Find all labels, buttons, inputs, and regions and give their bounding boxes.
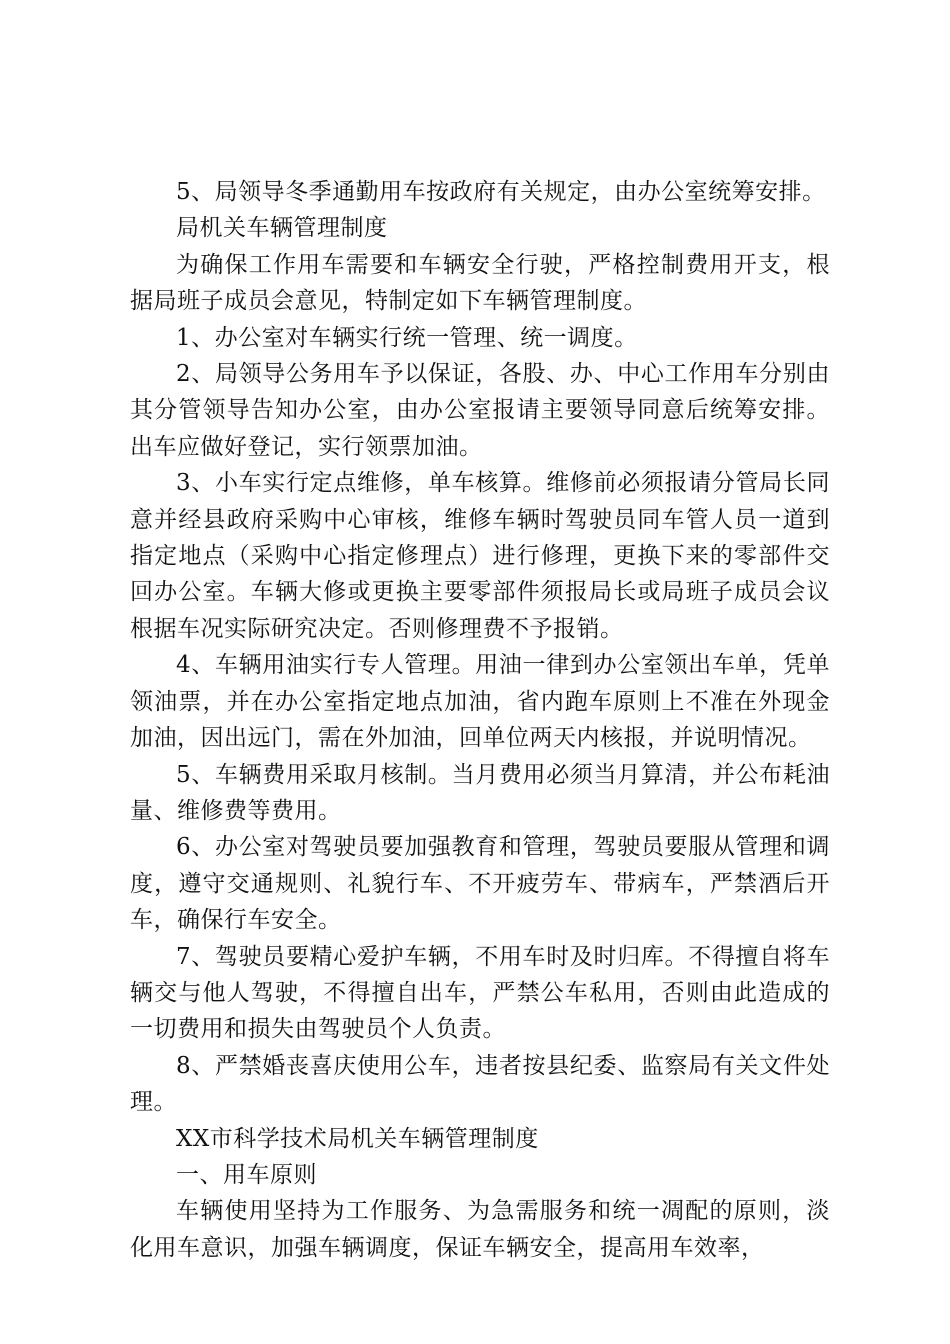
rule-item-4: 4、车辆用油实行专人管理。用油一律到办公室领出车单，凭单领油票，并在办公室指定地点加油，省内跑车原则上不准在外现金加油，因出远门，需在外加油，回单位两天内核报，并说明情况。: [130, 652, 830, 752]
paragraph-intro: 为确保工作用车需要和车辆安全行驶，严格控制费用开支，根据局班子成员会意见，特制定如下车辆管理制度。: [130, 251, 830, 315]
rule-item-5: 5、车辆费用采取月核制。当月费用必须当月算清，并公布耗油量、维修费等费用。: [130, 761, 830, 824]
paragraph-winter-commute: 5、局领导冬季通勤用车按政府有关规定，由办公室统筹安排。: [176, 179, 826, 205]
rule-item-6: 6、办公室对驾驶员要加强教育和管理，驾驶员要服从管理和调度，遵守交通规则、礼貌行车、不开疲劳车、带病车，严禁酒后开车，确保行车安全。: [130, 834, 830, 934]
paragraph-usage-principles: 车辆使用坚持为工作服务、为急需服务和统一凋配的原则，淡化用车意识，加强车辆调度，保证车辆安全，提高用车效率，: [130, 1198, 830, 1261]
rule-item-1: 1、办公室对车辆实行统一管理、统一调度。: [176, 324, 638, 351]
section-heading-vehicle-management: 局机关车辆管理制度: [176, 215, 388, 242]
rule-item-7: 7、驾驶员要精心爱护车辆，不用车时及时归库。不得擅自将车辆交与他人驾驶，不得擅自出车，严禁公车私用，否则由此造成的一切费用和损失由驾驶员个人负责。: [130, 943, 830, 1043]
rule-item-3: 3、小车实行定点维修，单车核算。维修前必须报请分管局长同意并经县政府采购中心审核，维修车辆时驾驶员同车管人员一道到指定地点（采购中心指定修理点）进行修理，更换下来的零部件交回办公室。车辆大修或更换主要零部件须报局长或局班子成员会议根据车况实际研究决定。否则修理费不予报销。: [130, 470, 830, 642]
document-body: [130, 174, 830, 1266]
subheading-usage-principles: 一、用车原则: [176, 1161, 317, 1188]
section-heading-xx-city: XX市科学技术局机关车辆管理制度: [176, 1125, 539, 1152]
rule-item-8: 8、严禁婚丧喜庆使用公车，违者按县纪委、监察局有关文件处理。: [130, 1052, 830, 1116]
rule-item-2: 2、局领导公务用车予以保证，各股、办、中心工作用车分别由其分管领导告知办公室，由办公室报请主要领导同意后统筹安排。出车应做好登记，实行领票加油。: [130, 361, 830, 460]
